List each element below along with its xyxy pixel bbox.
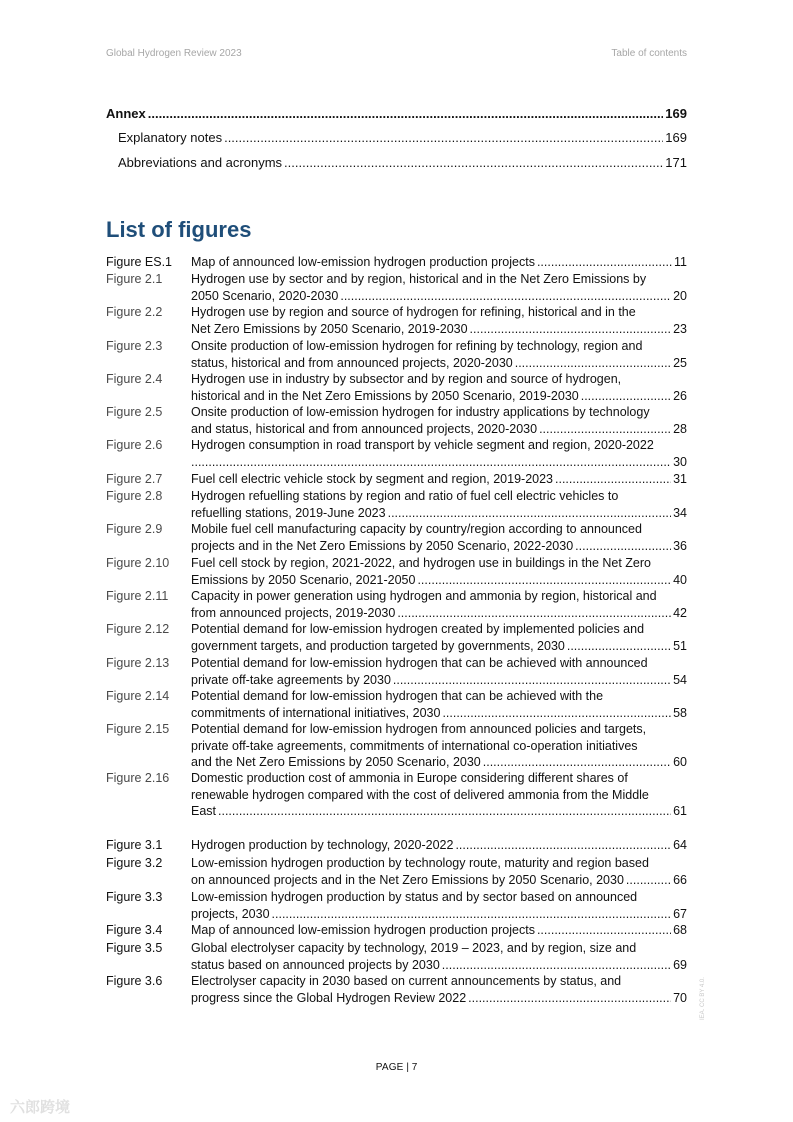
- figure-caption: [191, 304, 687, 337]
- figure-caption-line: Mobile fuel cell manufacturing capacity by country/region according to announced: [191, 522, 642, 536]
- dot-leader: [442, 705, 671, 722]
- figure-page: 68: [673, 923, 687, 937]
- figure-page: 28: [673, 421, 687, 436]
- figure-caption-line: status, historical and from announced projects, 2020-2030: [191, 355, 513, 370]
- figure-entry[interactable]: [106, 889, 687, 922]
- figure-caption-line: renewable hydrogen compared with the cost of delivered ammonia from the Middle: [191, 787, 649, 802]
- figure-entry[interactable]: [106, 621, 687, 654]
- dot-leader: [393, 672, 671, 689]
- dot-leader: [218, 803, 671, 820]
- figure-label: Figure 2.9: [106, 522, 163, 536]
- figure-label: Figure ES.1: [106, 255, 173, 269]
- figure-label: Figure 2.13: [106, 656, 170, 670]
- figure-label: Figure 2.15: [106, 722, 170, 736]
- page-footer: [0, 1062, 793, 1073]
- figure-caption-line: Potential demand for low-emission hydrogen that can be achieved with the: [191, 689, 604, 703]
- figure-entry[interactable]: [106, 940, 687, 973]
- figure-caption: [191, 940, 687, 973]
- figure-caption-line: Hydrogen consumption in road transport by vehicle segment and region, 2020-2022: [191, 438, 654, 452]
- figure-caption-line: Fuel cell electric vehicle stock by segment and region, 2019-2023: [191, 472, 554, 486]
- figure-caption-line: private off-take agreements by 2030: [191, 672, 391, 687]
- list-of-figures-title: List of figures: [106, 217, 252, 242]
- toc-entry-label: Explanatory notes: [118, 130, 223, 145]
- dot-leader: [397, 605, 671, 622]
- figure-caption: [191, 338, 687, 371]
- figure-caption: [191, 555, 687, 588]
- dot-leader: [575, 538, 671, 555]
- figure-label: Figure 2.5: [106, 405, 163, 419]
- figure-label: Figure 2.11: [106, 589, 169, 603]
- figure-label: Figure 3.5: [106, 941, 163, 955]
- figure-page: 70: [673, 990, 687, 1005]
- figure-page: 30: [673, 454, 687, 469]
- figure-caption: [191, 721, 687, 771]
- figure-label: Figure 3.3: [106, 890, 163, 904]
- figure-caption-line: Emissions by 2050 Scenario, 2021-2050: [191, 572, 416, 587]
- figure-entry[interactable]: [106, 404, 687, 437]
- figure-page: 69: [673, 957, 687, 972]
- figure-caption: [191, 521, 687, 554]
- page-number: 7: [411, 1062, 418, 1073]
- figure-entry[interactable]: [106, 588, 687, 621]
- figure-label: Figure 2.3: [106, 339, 163, 353]
- figure-caption: [191, 855, 687, 888]
- figure-caption-line: Onsite production of low-emission hydrogen for industry applications by technology: [191, 405, 650, 419]
- figure-page: 40: [673, 572, 687, 587]
- figure-caption-line: progress since the Global Hydrogen Review 2022: [191, 990, 467, 1005]
- figure-caption-line: and the Net Zero Emissions by 2050 Scenario, 2030: [191, 755, 481, 769]
- figure-caption: [191, 404, 687, 437]
- figure-entry[interactable]: [106, 471, 687, 488]
- figure-entry[interactable]: [106, 855, 687, 888]
- figure-label: Figure 2.16: [106, 771, 170, 785]
- toc-entry-annex[interactable]: [106, 106, 687, 122]
- figure-entry[interactable]: [106, 437, 687, 470]
- figure-caption-line: Hydrogen use by region and source of hydrogen for refining, historical and in the: [191, 305, 636, 319]
- figure-caption-line: East: [191, 804, 217, 818]
- figure-entry[interactable]: [106, 721, 687, 771]
- figure-page: 54: [673, 672, 687, 687]
- dot-leader: [539, 421, 671, 438]
- figure-page: 64: [673, 838, 687, 852]
- figure-caption-line: private off-take agreements, commitments of international co-operation initiatives: [191, 738, 638, 753]
- figure-page: 58: [673, 705, 687, 720]
- figure-caption-line: Hydrogen production by technology, 2020-2022: [191, 838, 454, 852]
- figure-entry[interactable]: [106, 338, 687, 371]
- dot-leader: [555, 471, 671, 488]
- figure-caption: [191, 922, 687, 939]
- figure-entry[interactable]: [106, 655, 687, 688]
- figure-caption-line: projects, 2030: [191, 906, 270, 921]
- figure-caption-line: Potential demand for low-emission hydrogen created by implemented policies and: [191, 622, 645, 636]
- figure-caption: [191, 437, 687, 470]
- dot-leader: [340, 288, 671, 305]
- figure-entry[interactable]: [106, 488, 687, 521]
- figure-label: Figure 2.4: [106, 372, 163, 386]
- dot-leader: [388, 505, 672, 522]
- header-title: Global Hydrogen Review 2023: [106, 48, 242, 59]
- figure-caption-line: Domestic production cost of ammonia in Europe considering different shares of: [191, 771, 628, 785]
- figure-caption-line: projects and in the Net Zero Emissions by 2050 Scenario, 2022-2030: [191, 538, 574, 553]
- figure-entry[interactable]: [106, 304, 687, 337]
- figure-caption-line: Map of announced low-emission hydrogen production projects: [191, 255, 535, 269]
- dot-leader: [284, 155, 663, 171]
- figure-caption: [191, 770, 687, 820]
- figure-label: Figure 2.2: [106, 305, 163, 319]
- figure-caption-line: Net Zero Emissions by 2050 Scenario, 2019-2030: [191, 321, 468, 336]
- header-section: Table of contents: [611, 48, 687, 59]
- figure-caption-line: Hydrogen refuelling stations by region and ratio of fuel cell electric vehicles to: [191, 489, 619, 503]
- figure-caption: [191, 655, 687, 688]
- figure-caption-line: Fuel cell stock by region, 2021-2022, and hydrogen use in buildings in the Net Zero: [191, 556, 652, 570]
- figure-caption-line: Capacity in power generation using hydrogen and ammonia by region, historical and: [191, 589, 657, 603]
- figure-page: 42: [673, 605, 687, 620]
- figure-caption-line: Low-emission hydrogen production by status and by sector based on announced: [191, 890, 638, 904]
- dot-leader: [417, 572, 671, 589]
- dot-leader: [567, 638, 671, 655]
- figure-entry[interactable]: [106, 973, 687, 1006]
- dot-leader: [537, 922, 671, 939]
- toc-entry-label: Abbreviations and acronyms: [118, 155, 283, 170]
- dot-leader: [483, 754, 671, 771]
- figure-caption-line: refuelling stations, 2019-June 2023: [191, 505, 386, 520]
- figure-page: 51: [673, 638, 687, 653]
- figure-caption: [191, 371, 687, 404]
- page-label: PAGE: [375, 1062, 404, 1073]
- figure-caption-line: historical and in the Net Zero Emissions by 2050 Scenario, 2019-2030: [191, 388, 579, 403]
- dot-leader: [455, 837, 671, 854]
- dot-leader: [148, 106, 664, 122]
- figure-page: 66: [673, 872, 687, 887]
- dot-leader: [537, 254, 672, 271]
- figure-label: Figure 2.12: [106, 622, 170, 636]
- dot-leader: [470, 321, 672, 338]
- figure-entry[interactable]: [106, 837, 687, 854]
- dot-leader: [581, 388, 671, 405]
- figure-label: Figure 2.1: [106, 272, 163, 286]
- figure-entry[interactable]: [106, 271, 687, 304]
- figure-caption-line: status based on announced projects by 2030: [191, 957, 440, 972]
- figure-page: 61: [673, 804, 687, 818]
- figure-caption: [191, 621, 687, 654]
- figure-caption: [191, 688, 687, 721]
- figure-entry[interactable]: [106, 521, 687, 554]
- page-separator: |: [406, 1062, 412, 1073]
- toc-entry-page: 169: [665, 130, 687, 145]
- figure-caption-line: Hydrogen use in industry by subsector and by region and source of hydrogen,: [191, 372, 622, 386]
- figure-caption-line: Onsite production of low-emission hydrogen for refining by technology, region and: [191, 339, 643, 353]
- toc-entry-label: Annex: [106, 106, 146, 121]
- figure-label: Figure 3.2: [106, 856, 163, 870]
- figure-caption: [191, 588, 687, 621]
- license-note: IEA. CC BY 4.0.: [700, 977, 706, 1020]
- figure-page: 60: [673, 755, 687, 769]
- figure-caption: [191, 837, 687, 854]
- figure-caption-line: government targets, and production targeted by governments, 2030: [191, 638, 565, 653]
- figure-label: Figure 3.4: [106, 923, 163, 937]
- figure-label: Figure 2.6: [106, 438, 163, 452]
- dot-leader: [272, 906, 672, 923]
- dot-leader: [224, 130, 663, 146]
- figure-page: 36: [673, 538, 687, 553]
- figure-label: Figure 2.10: [106, 556, 170, 570]
- toc-entry-page: 171: [665, 155, 687, 170]
- figure-caption: [191, 254, 687, 271]
- figure-caption: [191, 271, 687, 304]
- figure-caption: [191, 973, 687, 1006]
- figure-caption-line: Global electrolyser capacity by technology, 2019 – 2023, and by region, size and: [191, 941, 637, 955]
- toc-entry-abbreviations[interactable]: [118, 155, 687, 171]
- dot-leader: [515, 355, 671, 372]
- dot-leader: [626, 872, 671, 889]
- figure-caption-line: Electrolyser capacity in 2030 based on current announcements by status, and: [191, 974, 622, 988]
- figure-page: 34: [673, 505, 687, 520]
- figure-page: 67: [673, 906, 687, 921]
- dot-leader: [191, 454, 671, 471]
- figure-label: Figure 2.8: [106, 489, 163, 503]
- figure-caption-line: and status, historical and from announced projects, 2020-2030: [191, 421, 538, 436]
- figure-caption-line: Hydrogen use by sector and by region, historical and in the Net Zero Emissions by: [191, 272, 647, 286]
- figure-page: 20: [673, 288, 687, 303]
- figure-caption-line: Potential demand for low-emission hydrogen from announced policies and targets,: [191, 722, 647, 736]
- figure-label: Figure 3.1: [106, 838, 163, 852]
- figure-entry[interactable]: [106, 371, 687, 404]
- figure-label: Figure 3.6: [106, 974, 163, 988]
- figure-label: Figure 2.7: [106, 472, 163, 486]
- figure-caption-line: Map of announced low-emission hydrogen production projects: [191, 923, 535, 937]
- figure-entry[interactable]: [106, 922, 687, 939]
- figure-caption: [191, 471, 687, 488]
- toc-entry-explanatory-notes[interactable]: [118, 130, 687, 146]
- figure-page: 26: [673, 388, 687, 403]
- figure-label: Figure 2.14: [106, 689, 170, 703]
- figure-caption-line: commitments of international initiatives, 2030: [191, 705, 441, 720]
- figure-caption-line: 2050 Scenario, 2020-2030: [191, 288, 339, 303]
- figure-page: 23: [673, 321, 687, 336]
- figure-entry[interactable]: [106, 688, 687, 721]
- toc-entry-page: 169: [665, 106, 687, 121]
- dot-leader: [468, 990, 671, 1007]
- page-header: [106, 48, 687, 59]
- figure-caption-line: on announced projects and in the Net Zero Emissions by 2050 Scenario, 2030: [191, 872, 624, 887]
- figure-caption-line: Low-emission hydrogen production by technology route, maturity and region based: [191, 856, 649, 870]
- figure-caption: [191, 889, 687, 922]
- watermark: 六郎跨境: [10, 1099, 71, 1116]
- figure-page: 31: [673, 472, 687, 486]
- figure-caption-line: from announced projects, 2019-2030: [191, 605, 396, 620]
- figure-page: 11: [674, 255, 687, 269]
- figure-caption-line: Potential demand for low-emission hydrogen that can be achieved with announced: [191, 656, 648, 670]
- figure-page: 25: [673, 355, 687, 370]
- figure-caption: [191, 488, 687, 521]
- dot-leader: [442, 957, 671, 974]
- figure-entry[interactable]: [106, 770, 687, 820]
- figure-entry[interactable]: [106, 555, 687, 588]
- figure-entry[interactable]: [106, 254, 687, 271]
